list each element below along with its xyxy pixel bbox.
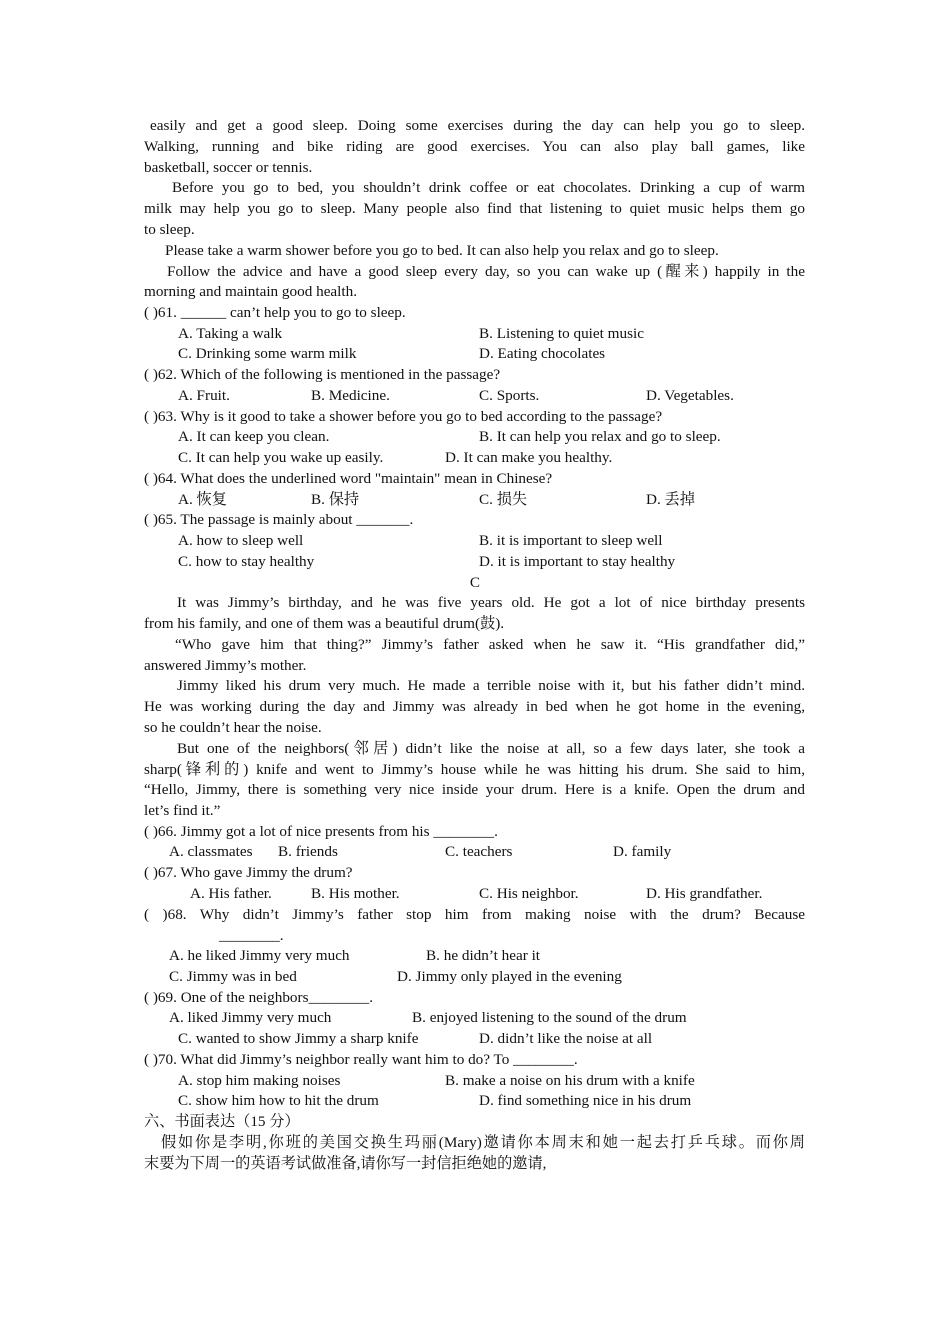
question-stem: ( )66. Jimmy got a lot of nice presents from his ________. — [144, 823, 498, 840]
option: A. liked Jimmy very much — [169, 1009, 332, 1026]
text-line: let’s find it.” — [144, 802, 221, 819]
option-row — [144, 323, 805, 344]
option: C. wanted to show Jimmy a sharp knife — [178, 1030, 419, 1047]
text-line: But one of the neighbors(邻居) didn’t like the noise at all, so a few days later, she took a — [177, 740, 805, 757]
option: D. 丢掉 — [646, 491, 695, 508]
option-row — [144, 841, 805, 862]
question-stem: ( )62. Which of the following is mentioned in the passage? — [144, 366, 501, 383]
option: C. how to stay healthy — [178, 553, 315, 570]
text-line: Jimmy liked his drum very much. He made a terrible noise with it, but his father didn’t mind. — [177, 677, 805, 694]
option-row — [144, 426, 805, 447]
text-line: sharp(锋利的) knife and went to Jimmy’s house while he was hitting his drum. She said to him, — [144, 761, 805, 778]
text-line: Please take a warm shower before you go to bed. It can also help you relax and go to sleep. — [165, 242, 719, 259]
option: A. It can keep you clean. — [178, 428, 330, 445]
option: B. Listening to quiet music — [479, 325, 644, 342]
option-row — [144, 945, 805, 966]
option: C. His neighbor. — [479, 885, 579, 902]
option: D. family — [613, 843, 672, 860]
option-row — [144, 385, 805, 406]
option: A. stop him making noises — [178, 1072, 341, 1089]
option: C. Drinking some warm milk — [178, 345, 357, 362]
text-line: “Who gave him that thing?” Jimmy’s father asked when he saw it. “His grandfather did,” — [175, 636, 805, 653]
question-stem-continued: ________. — [219, 927, 284, 944]
option: B. make a noise on his drum with a knife — [445, 1072, 695, 1089]
option: A. Taking a walk — [178, 325, 283, 342]
option: B. enjoyed listening to the sound of the drum — [412, 1009, 687, 1026]
option: D. It can make you healthy. — [445, 449, 613, 466]
text-line: “Hello, Jimmy, there is something very nice inside your drum. Here is a knife. Open the drum and — [144, 781, 805, 798]
text-line: from his family, and one of them was a beautiful drum(鼓). — [144, 615, 505, 632]
option-row — [144, 551, 805, 572]
text-line: 末要为下周一的英语考试做准备,请你写一封信拒绝她的邀请, — [144, 1155, 547, 1172]
text-line: easily and get a good sleep. Doing some exercises during the day can help you go to sleep. — [150, 117, 805, 134]
question-stem: ( )63. Why is it good to take a shower before you go to bed according to the passage? — [144, 408, 663, 425]
section-heading: C — [469, 574, 481, 591]
text-line: basketball, soccer or tennis. — [144, 159, 313, 176]
question-stem: ( )61. ______ can’t help you to go to sleep. — [144, 304, 406, 321]
option: A. Fruit. — [178, 387, 230, 404]
option: C. teachers — [445, 843, 513, 860]
text-line: Before you go to bed, you shouldn’t drink coffee or eat chocolates. Drinking a cup of warm — [172, 179, 805, 196]
option-row — [144, 489, 805, 510]
option: B. friends — [278, 843, 338, 860]
question-stem: ( )70. What did Jimmy’s neighbor really want him to do? To ________. — [144, 1051, 578, 1068]
question-stem: ( )67. Who gave Jimmy the drum? — [144, 864, 353, 881]
option: A. how to sleep well — [178, 532, 304, 549]
option-row — [144, 447, 805, 468]
text-line: He was working during the day and Jimmy was already in bed when he got home in the evening, — [144, 698, 805, 715]
option: B. Medicine. — [311, 387, 390, 404]
option: B. it is important to sleep well — [479, 532, 663, 549]
question-stem: ( )69. One of the neighbors________. — [144, 989, 374, 1006]
text-line: It was Jimmy’s birthday, and he was five years old. He got a lot of nice birthday presents — [177, 594, 805, 611]
option: A. 恢复 — [178, 491, 227, 508]
option: A. classmates — [169, 843, 253, 860]
text-line: to sleep. — [144, 221, 195, 238]
option-row — [144, 966, 805, 987]
option-row — [144, 883, 805, 904]
option: D. Eating chocolates — [479, 345, 606, 362]
option: A. His father. — [190, 885, 272, 902]
option-row — [144, 1028, 805, 1049]
option-row — [144, 530, 805, 551]
option: D. find something nice in his drum — [479, 1092, 692, 1109]
option: C. It can help you wake up easily. — [178, 449, 384, 466]
option: C. show him how to hit the drum — [178, 1092, 379, 1109]
option: B. It can help you relax and go to sleep. — [479, 428, 721, 445]
question-stem: ( )68. Why didn’t Jimmy’s father stop him from making noise with the drum? Because — [144, 906, 805, 923]
text-line: Follow the advice and have a good sleep every day, so you can wake up (醒来) happily in the — [167, 263, 805, 280]
option-row — [144, 1090, 805, 1111]
option-row — [144, 1007, 805, 1028]
text-line: Walking, running and bike riding are good exercises. You can also play ball games, like — [144, 138, 805, 155]
option: D. didn’t like the noise at all — [479, 1030, 653, 1047]
option-row — [144, 1070, 805, 1091]
option-row — [144, 343, 805, 364]
text-line: morning and maintain good health. — [144, 283, 358, 300]
option: D. Vegetables. — [646, 387, 734, 404]
question-stem: ( )64. What does the underlined word "maintain" mean in Chinese? — [144, 470, 553, 487]
option: D. Jimmy only played in the evening — [397, 968, 622, 985]
option: C. Sports. — [479, 387, 540, 404]
option: C. Jimmy was in bed — [169, 968, 297, 985]
option: B. His mother. — [311, 885, 400, 902]
question-stem: ( )65. The passage is mainly about _______. — [144, 511, 414, 528]
text-line: milk may help you go to sleep. Many people also find that listening to quiet music helps them go — [144, 200, 805, 217]
option: B. 保持 — [311, 491, 360, 508]
section-heading: 六、书面表达（15 分） — [144, 1113, 300, 1130]
text-line: answered Jimmy’s mother. — [144, 657, 307, 674]
option: A. he liked Jimmy very much — [169, 947, 350, 964]
option: D. it is important to stay healthy — [479, 553, 676, 570]
option: D. His grandfather. — [646, 885, 763, 902]
option: C. 损失 — [479, 491, 528, 508]
text-line: 假如你是李明,你班的美国交换生玛丽(Mary)邀请你本周末和她一起去打乒乓球。而你周 — [161, 1134, 805, 1151]
option: B. he didn’t hear it — [426, 947, 541, 964]
text-line: so he couldn’t hear the noise. — [144, 719, 322, 736]
